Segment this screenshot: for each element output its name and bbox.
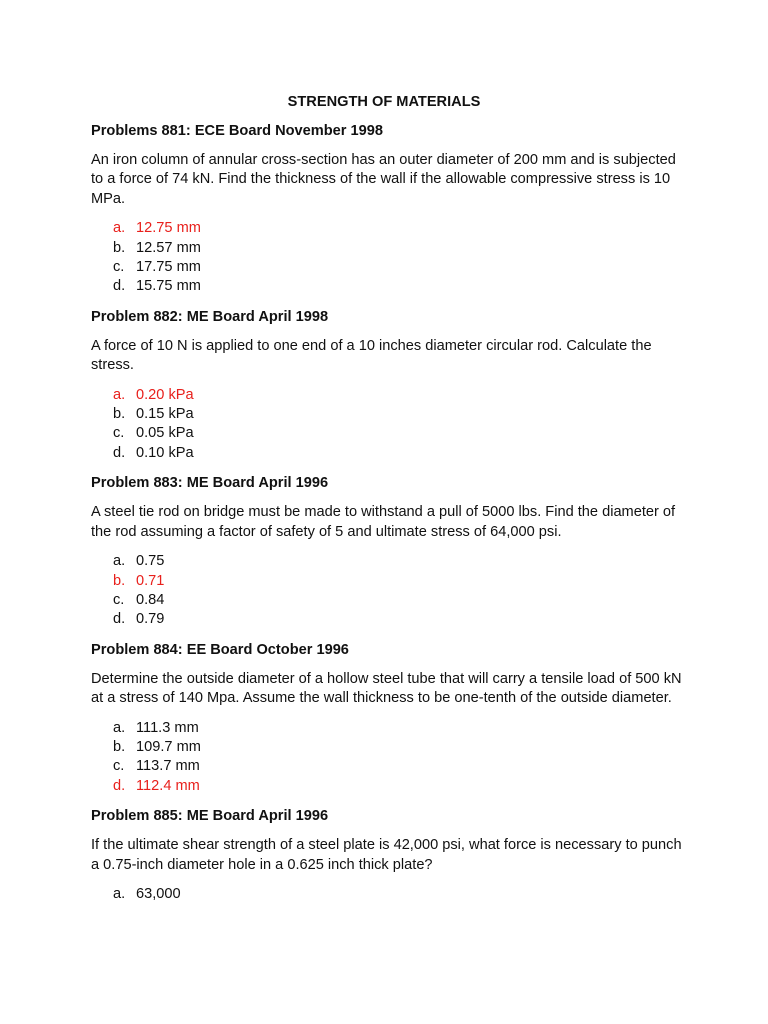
choice-text: 0.84: [136, 591, 165, 608]
choice-text: 112.4 mm: [136, 777, 200, 794]
choice-text: 0.15 kPa: [136, 406, 194, 423]
choice-text: 0.20 kPa: [136, 386, 194, 403]
choice-b: [113, 239, 691, 258]
answer-choices: [91, 719, 691, 797]
choice-letter: c.: [113, 758, 125, 775]
choice-text: 12.75 mm: [136, 220, 201, 237]
choice-letter: c.: [113, 259, 125, 276]
choice-letter: d.: [113, 611, 126, 628]
choice-c: [113, 424, 691, 443]
answer-choices: [91, 386, 691, 464]
answer-choices: [91, 885, 691, 904]
problem-question: Determine the outside diameter of a hollow steel tube that will carry a tensile load of 500 kN at a stress of 140 Mpa. Assume the wall thickness to be one-tenth of the outside diameter.: [91, 670, 682, 707]
choice-text: 111.3 mm: [136, 719, 199, 736]
problem-question: A steel tie rod on bridge must be made to withstand a pull of 5000 lbs. Find the diameter of the rod assuming a factor of safety of 5 and ultimate stress of 64,000 psi.: [91, 504, 676, 540]
choice-d-correct: [113, 777, 691, 796]
choice-text: 0.05 kPa: [136, 425, 194, 442]
choice-d: [113, 277, 691, 296]
choice-letter: a.: [113, 386, 126, 403]
choice-b: [113, 405, 691, 424]
problem-882: [91, 308, 691, 463]
problem-heading: Problem 884: EE Board October 1996: [91, 641, 349, 658]
choice-a: [113, 719, 691, 738]
choice-text: 0.75: [136, 553, 165, 570]
problem-884: [91, 641, 691, 796]
choice-a: [113, 885, 691, 904]
choice-text: 109.7 mm: [136, 738, 201, 755]
problem-question: An iron column of annular cross-section has an outer diameter of 200 mm and is subjected to a force of 74 kN. Find the thickness of the wall if the allowable compressive stress is 10 MPa.: [91, 152, 676, 207]
problem-881: [91, 122, 691, 297]
choice-text: 63,000: [136, 885, 181, 902]
choice-letter: b.: [113, 239, 126, 256]
choice-text: 0.10 kPa: [136, 444, 194, 461]
choice-letter: a.: [113, 719, 126, 736]
choice-text: 0.79: [136, 611, 165, 628]
choice-text: 17.75 mm: [136, 259, 201, 276]
choice-letter: a.: [113, 885, 126, 902]
choice-d: [113, 444, 691, 463]
choice-a: [113, 552, 691, 571]
choice-letter: a.: [113, 220, 126, 237]
choice-b-correct: [113, 572, 691, 591]
choice-c: [113, 591, 691, 610]
choice-a-correct: [113, 219, 691, 238]
problem-885: [91, 807, 691, 904]
problem-heading: Problem 885: ME Board April 1996: [91, 808, 329, 825]
document-title: STRENGTH OF MATERIALS: [287, 94, 481, 110]
answer-choices: [91, 219, 691, 297]
choice-letter: d.: [113, 444, 126, 461]
problems-list: [91, 122, 691, 915]
choice-letter: b.: [113, 572, 126, 589]
choice-a-correct: [113, 386, 691, 405]
problem-heading: Problem 882: ME Board April 1998: [91, 308, 329, 325]
problem-883: [91, 474, 691, 629]
choice-letter: b.: [113, 738, 126, 755]
choice-letter: d.: [113, 278, 126, 295]
choice-letter: a.: [113, 553, 126, 570]
choice-text: 12.57 mm: [136, 239, 201, 256]
problem-heading: Problem 883: ME Board April 1996: [91, 475, 329, 492]
choice-letter: d.: [113, 777, 126, 794]
choice-letter: c.: [113, 591, 125, 608]
choice-letter: b.: [113, 406, 126, 423]
problem-heading: Problems 881: ECE Board November 1998: [91, 123, 383, 139]
problem-question: If the ultimate shear strength of a steel plate is 42,000 psi, what force is necessary to punch a 0.75-inch diameter hole in a 0.625 inch thick plate?: [91, 837, 682, 873]
answer-choices: [91, 552, 691, 630]
choice-b: [113, 738, 691, 757]
choice-d: [113, 610, 691, 629]
choice-text: 15.75 mm: [136, 278, 201, 295]
problem-question: A force of 10 N is applied to one end of a 10 inches diameter circular rod. Calculate the stress.: [91, 337, 652, 374]
choice-c: [113, 757, 691, 776]
choice-c: [113, 258, 691, 277]
choice-text: 113.7 mm: [136, 758, 200, 775]
choice-text: 0.71: [136, 572, 165, 589]
choice-letter: c.: [113, 425, 125, 442]
